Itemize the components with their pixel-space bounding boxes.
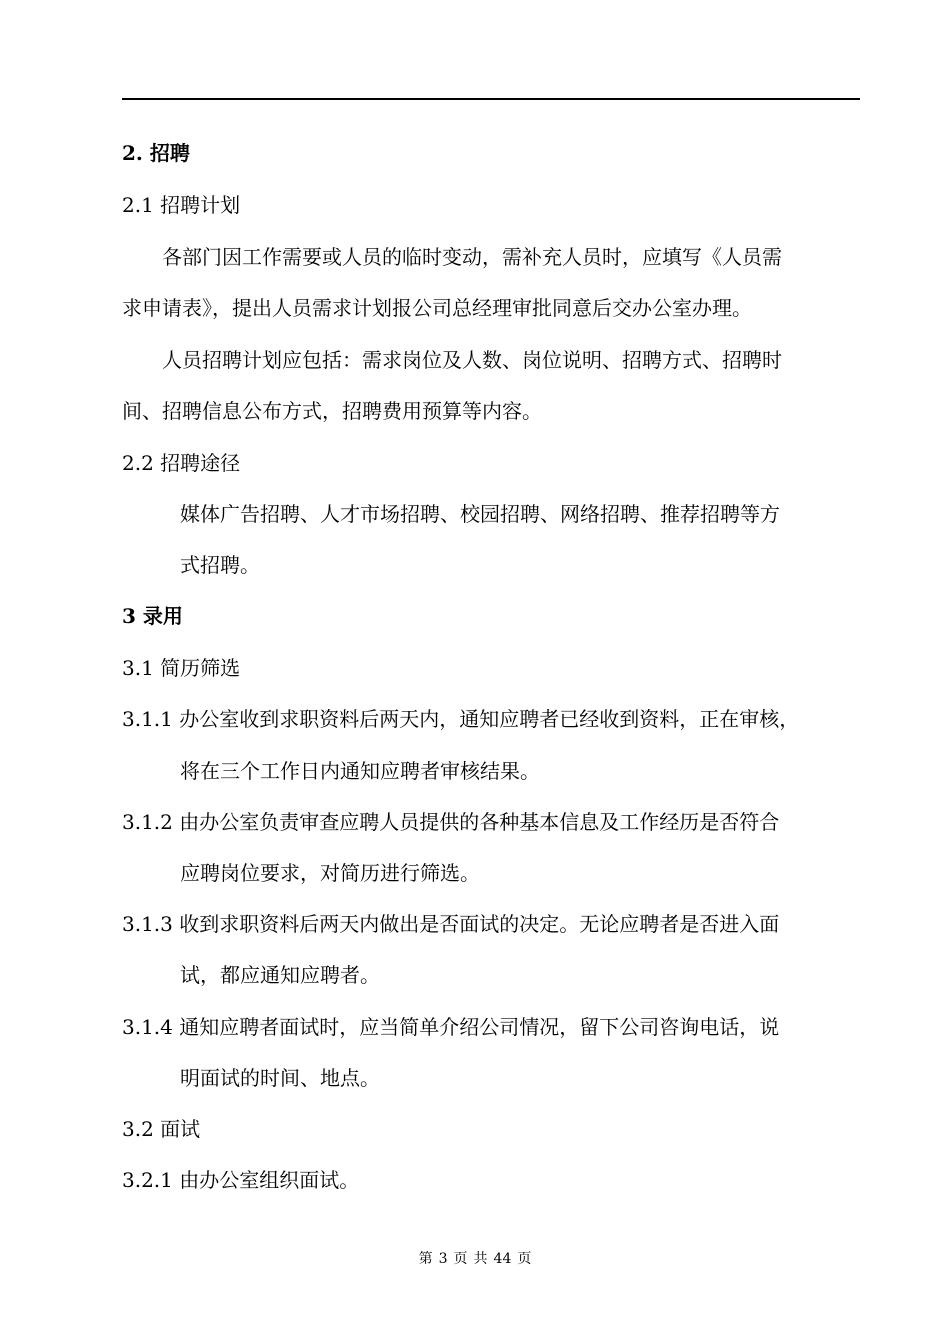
item-3-1-1-line2: 将在三个工作日内通知应聘者审核结果。 bbox=[180, 759, 540, 783]
footer-prefix: 第 bbox=[418, 1251, 433, 1267]
footer-total-pages: 44 bbox=[493, 1251, 512, 1267]
item-3-1-3-line1: 3.1.3 收到求职资料后两天内做出是否面试的决定。无论应聘者是否进入面 bbox=[122, 912, 780, 936]
subheading-3-2: 3.2 面试 bbox=[122, 1117, 201, 1141]
paragraph-2-1-a-line2: 求申请表》，提出人员需求计划报公司总经理审批同意后交办公室办理。 bbox=[122, 296, 752, 320]
item-3-1-2-line2: 应聘岗位要求，对简历进行筛选。 bbox=[180, 861, 480, 885]
paragraph-2-2-line2: 式招聘。 bbox=[180, 553, 260, 577]
footer-page-word: 页 bbox=[453, 1251, 468, 1267]
footer-suffix: 页 bbox=[517, 1251, 532, 1267]
item-3-1-1-line1: 3.1.1 办公室收到求职资料后两天内，通知应聘者已经收到资料，正在审核， bbox=[122, 707, 800, 731]
paragraph-2-1-b-line2: 间、招聘信息公布方式，招聘费用预算等内容。 bbox=[122, 399, 542, 423]
item-3-2-1-line1: 3.2.1 由办公室组织面试。 bbox=[122, 1168, 360, 1192]
section-heading-3: 3 录用 bbox=[122, 604, 183, 628]
section-heading-2: 2. 招聘 bbox=[122, 141, 190, 165]
item-3-1-4-line1: 3.1.4 通知应聘者面试时，应当简单介绍公司情况，留下公司咨询电话，说 bbox=[122, 1015, 780, 1039]
item-3-1-2-line1: 3.1.2 由办公室负责审查应聘人员提供的各种基本信息及工作经历是否符合 bbox=[122, 810, 780, 834]
page-footer bbox=[0, 1250, 950, 1268]
paragraph-2-2-line1: 媒体广告招聘、人才市场招聘、校园招聘、网络招聘、推荐招聘等方 bbox=[180, 502, 780, 526]
footer-total-word: 共 bbox=[473, 1251, 488, 1267]
subheading-2-1: 2.1 招聘计划 bbox=[122, 193, 241, 217]
subheading-2-2: 2.2 招聘途径 bbox=[122, 451, 241, 475]
footer-page-number: 3 bbox=[438, 1251, 448, 1267]
paragraph-2-1-a-line1: 各部门因工作需要或人员的临时变动，需补充人员时，应填写《人员需 bbox=[162, 245, 782, 269]
item-3-1-4-line2: 明面试的时间、地点。 bbox=[180, 1066, 380, 1090]
header-rule bbox=[122, 98, 860, 100]
subheading-3-1: 3.1 简历筛选 bbox=[122, 656, 241, 680]
item-3-1-3-line2: 试，都应通知应聘者。 bbox=[180, 963, 380, 987]
paragraph-2-1-b-line1: 人员招聘计划应包括：需求岗位及人数、岗位说明、招聘方式、招聘时 bbox=[162, 348, 782, 372]
